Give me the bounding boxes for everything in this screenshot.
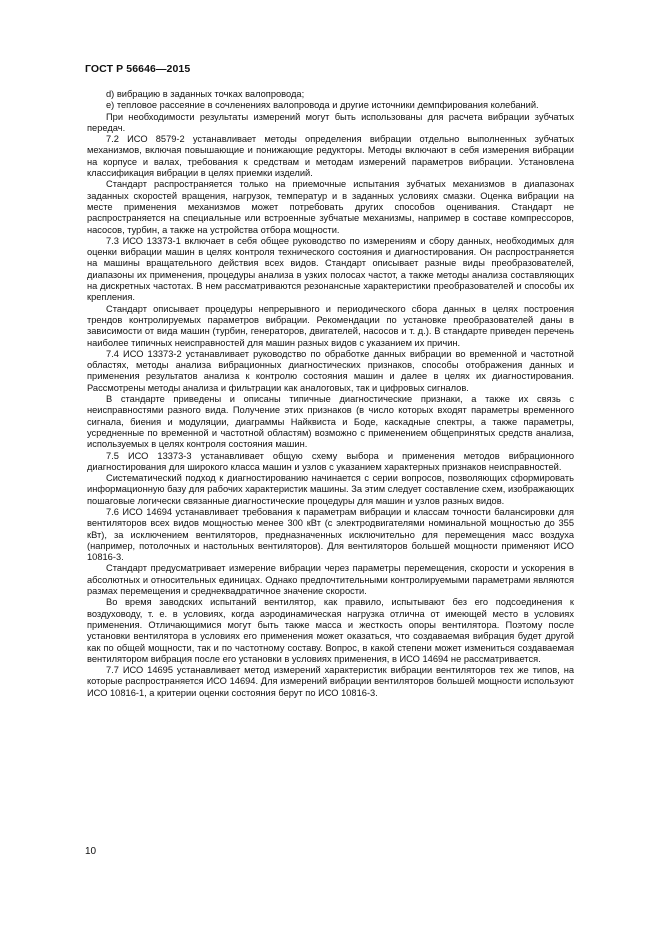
paragraph-section-7-7: 7.7 ИСО 14695 устанавливает метод измерений характеристик вибрации вентиляторов тех же типов, на которые распространяется ИСО 14694. Для измерений вибрации вентиляторов большей мощности используют ИСО 10816-1, а критерии оценки состояния берут по ИСО 10816-3. <box>87 665 574 698</box>
paragraph-list-item-e: e) тепловое рассеяние в сочленениях валопровода и другие источники демпфирования колебаний. <box>106 100 539 111</box>
body-text <box>87 89 574 699</box>
page-number: 10 <box>85 846 97 857</box>
paragraph: Систематический подход к диагностированию начинается с серии вопросов, позволяющих сформировать информационную базу для рабочих характеристик машины. За этим следует составление схем, изображающих пошаговые логически связанные диагностические процедуры для машин и узлов разных видов. <box>87 473 574 506</box>
paragraph-section-7-5: 7.5 ИСО 13373-3 устанавливает общую схему выбора и применения методов вибрационного диагностирования для широкого класса машин и узлов с указанием характерных признаков неисправностей. <box>87 450 574 472</box>
paragraph: В стандарте приведены и описаны типичные диагностические признаки, а также их связь с неисправностями разного вида. Получение этих признаков (в число которых входят параметры временного сигнала, биения и модуляции, диаграммы Найквиста и Боде, каскадные спектры, а также параметры, усредненные по временной и частотной областям) возможно с применением общепринятых средств анализа, используемых в целях контроля состояния машин. <box>87 394 574 450</box>
paragraph-section-7-6: 7.6 ИСО 14694 устанавливает требования к параметрам вибрации и классам точности балансировки для вентиляторов всех видов мощностью менее 300 кВт (с электродвигателями номинальной мощностью до 355 кВт), за исключением вентиляторов, предназначенных исключительно для перемещения масс воздуха (например, потолочных и настольных вентиляторов). Для вентиляторов большей мощности применяют ИСО 10816-3. <box>87 506 574 563</box>
standard-header: ГОСТ Р 56646—2015 <box>85 63 191 75</box>
paragraph-list-item-d: d) вибрацию в заданных точках валопровода; <box>106 89 305 99</box>
paragraph: При необходимости результаты измерений могут быть использованы для расчета вибрации зубчатых передач. <box>87 111 574 133</box>
paragraph: Стандарт распространяется только на приемочные испытания зубчатых механизмов в диапазонах заданных скоростей вращения, нагрузок, температур и в заданных условиях смазки. Оценка вибрации на месте применения механизмов может потребовать других способов оценивания. Стандарт не распространяется на специальные или встроенные зубчатые механизмы, например в составе компрессоров, насосов, турбин, а также на устройства отбора мощности. <box>87 179 574 235</box>
paragraph-section-7-3: 7.3 ИСО 13373-1 включает в себя общее руководство по измерениям и сбору данных, необходимых для оценки вибрации машин в целях контроля технического состояния и диагностирования. Он распространяется на машины вращательного действия всех видов. Стандарт описывает разные виды преобразователей, диапазоны их применения, процедуры анализа в узких полосах частот, а также методы анализа составляющих на дискретных частотах. В нем рассматриваются резонансные характеристики преобразователей и способы их крепления. <box>87 235 574 303</box>
paragraph: Стандарт предусматривает измерение вибрации через параметры перемещения, скорости и ускорения в абсолютных и относительных единицах. Однако предпочтительными контролируемыми параметрами являются размах перемещения и среднеквадратичное значение скорости. <box>87 563 574 597</box>
paragraph: Во время заводских испытаний вентилятор, как правило, испытывают без его подсоединения к воздуховоду, т. е. в условиях, когда аэродинамическая нагрузка отлична от имеющей место в условиях применения. Отличающимися могут быть также масса и жесткость опоры вентилятора. Поэтому после установки вентилятора в условиях его применения может оказаться, что создаваемая вибрация будет другой как по общей мощности, так и по частотному составу. Вопрос, в какой степени может измениться создаваемая вентилятором вибрация после его установки в условиях применения, в ИСО 14694 не рассматривается. <box>87 597 574 664</box>
paragraph-section-7-4: 7.4 ИСО 13373-2 устанавливает руководство по обработке данных вибрации во временной и частотной областях, методы анализа вибрационных диагностических признаков, способы отображения данных и применения результатов анализа к контролю состояния машин и далее в целях их диагностирования. Рассмотрены методы анализа и фильтрации как аналоговых, так и цифровых сигналов. <box>87 348 574 393</box>
paragraph-section-7-2: 7.2 ИСО 8579-2 устанавливает методы определения вибрации отдельно выполненных зубчатых механизмов, включая повышающие и понижающие редукторы. Методы включают в себя измерения вибрации на корпусе и валах, требования к средствам и методам измерений параметров вибрации. Установлена классификация вибрации в целях приемки изделий. <box>87 134 574 179</box>
paragraph: Стандарт описывает процедуры непрерывного и периодического сбора данных в целях построения трендов контролируемых параметров вибрации. Рекомендации по установке преобразователей даны в зависимости от вида машин (турбин, генераторов, двигателей, насосов и т. д.). В стандарте приведен перечень наиболее типичных неисправностей для машин разных видов с указанием их причин. <box>87 303 574 348</box>
